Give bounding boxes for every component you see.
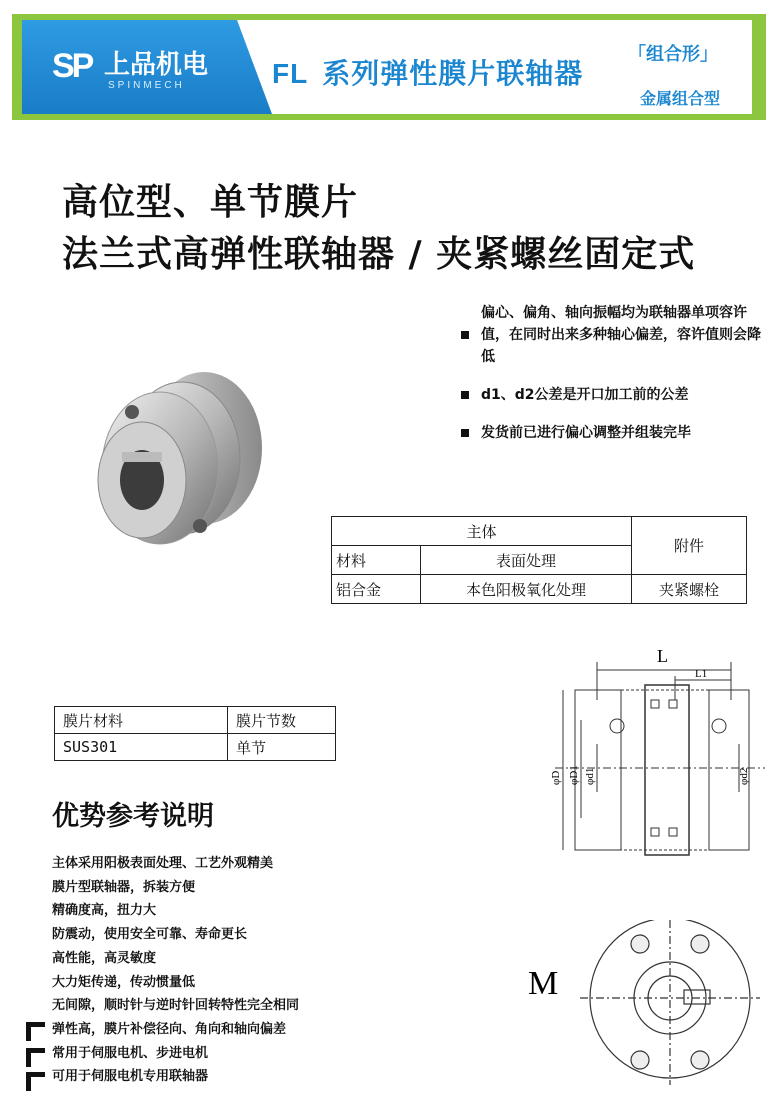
side-view-drawing — [525, 640, 765, 870]
dim-d1: φd1 — [584, 767, 596, 785]
dim-L: L — [657, 646, 668, 666]
notes-list — [455, 302, 765, 460]
dim-D1: φD1 — [568, 765, 580, 785]
spec-material-value: 铝合金 — [332, 575, 421, 604]
advantages-list — [52, 852, 299, 1089]
spec-main-header: 主体 — [332, 517, 632, 546]
diaphragm-material-value: SUS301 — [55, 734, 228, 761]
spec-table — [331, 516, 747, 604]
decorative-bracket — [26, 1048, 45, 1067]
bullet-square-icon — [461, 391, 469, 399]
decorative-bracket — [26, 1072, 45, 1091]
note-item: 偏心、偏角、轴向振幅均为联轴器单项容许值，在同时出来多种轴心偏差，容许值则会降低 — [455, 302, 765, 368]
advantage-item: 弹性高，膜片补偿径向、角向和轴向偏差 — [52, 1021, 287, 1037]
advantage-item: 常用于伺服电机、步进电机 — [52, 1045, 209, 1061]
coupling-product-image — [82, 356, 282, 556]
spec-material-header: 材料 — [332, 546, 421, 575]
spec-accessory-header: 附件 — [632, 517, 747, 575]
note-item: 发货前已进行偏心调整并组装完毕 — [455, 422, 765, 444]
diaphragm-count-header: 膜片节数 — [228, 707, 336, 734]
logo-company-name: 上品机电 — [104, 50, 209, 80]
series-code: FL — [272, 58, 309, 89]
dim-L1: L1 — [695, 668, 708, 680]
dim-D: φD — [550, 770, 562, 785]
product-title-line1: 高位型、单节膜片 — [62, 182, 359, 223]
advantages-title: 优势参考说明 — [52, 801, 214, 832]
type-badge: 「 组合形 」 — [628, 40, 718, 66]
decorative-bracket — [26, 1022, 45, 1041]
bullet-square-icon — [461, 429, 469, 437]
advantage-item: 大力矩传递，传动惯量低 — [52, 974, 196, 990]
advantage-item: 主体采用阳极表面处理、工艺外观精美 — [52, 856, 274, 871]
advantage-item: 膜片型联轴器，拆装方便 — [52, 879, 196, 895]
advantage-item: 精确度高，扭力大 — [52, 903, 157, 919]
dim-d2: φd2 — [738, 767, 750, 785]
type-sub-badge: 金属组合型 — [640, 89, 721, 108]
logo-mark: SP — [52, 47, 92, 85]
series-name: 系列弹性膜片联轴器 — [322, 57, 584, 90]
advantage-item: 防震动，使用安全可靠、寿命更长 — [52, 927, 248, 943]
advantage-item: 可用于伺服电机专用联轴器 — [52, 1069, 209, 1085]
front-view-drawing — [520, 920, 760, 1100]
diaphragm-count-value: 单节 — [228, 734, 336, 761]
product-title-line2: 法兰式高弹性联轴器 / 夹紧螺丝固定式 — [62, 234, 696, 275]
logo-english-name: SPINMECH — [108, 80, 185, 91]
advantage-item: 无间隙，顺时针与逆时针回转特性完全相同 — [52, 998, 300, 1014]
series-title — [272, 52, 583, 92]
bullet-square-icon — [461, 331, 469, 339]
spec-accessory-value: 夹紧螺栓 — [632, 575, 747, 604]
advantage-item: 高性能，高灵敏度 — [52, 950, 157, 966]
spec-surface-value: 本色阳极氧化处理 — [421, 575, 632, 604]
spec-surface-header: 表面处理 — [421, 546, 632, 575]
note-item: d1、d2公差是开口加工前的公差 — [455, 384, 765, 406]
dim-M: M — [528, 965, 559, 1002]
diaphragm-material-header: 膜片材料 — [55, 707, 228, 734]
diaphragm-table — [54, 706, 336, 761]
